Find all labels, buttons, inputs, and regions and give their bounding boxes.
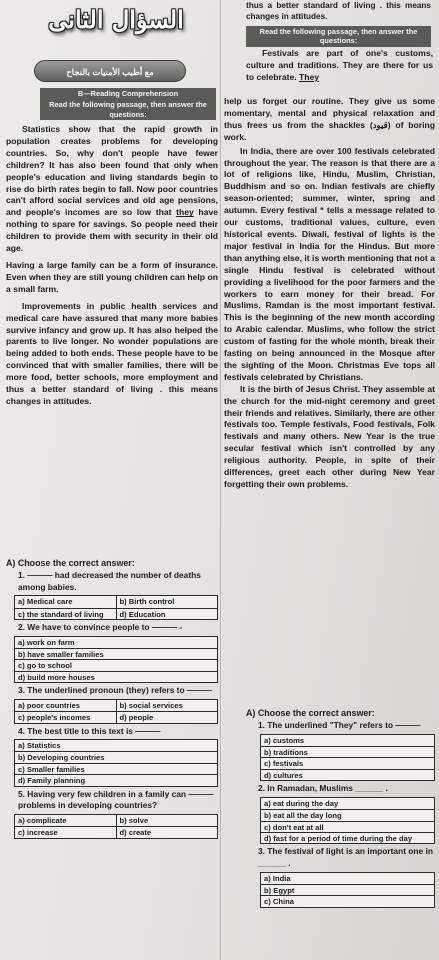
reading-heading: B—Reading Comprehension [40, 88, 216, 99]
underlined-they: they [176, 207, 194, 218]
answer-row [261, 746, 434, 757]
answer-option[interactable]: c) increase [18, 828, 58, 838]
answer-option[interactable]: a) Medical care [18, 597, 73, 607]
answer-option[interactable]: c) go to school [18, 661, 72, 671]
choose-heading-right: A) Choose the correct answer: [246, 708, 375, 718]
answer-options-box [14, 699, 218, 724]
answer-row [261, 821, 434, 832]
answer-row [15, 608, 217, 619]
answer-options-box [260, 872, 435, 908]
answer-row [15, 763, 217, 774]
answer-option[interactable]: a) complicate [18, 815, 67, 825]
para1-text: Statistics show that the rapid growth in population creates problems for developing countries. So, why don't people have fewer children? It has also been found that only when people's education and living standards begin to rise do birth rates begin to fall. Now poor countries can't afford social services and old age pensions, and people's incomes are so low that [6, 124, 218, 218]
answer-option[interactable]: c) don't eat at all [264, 822, 324, 832]
answer-row [15, 751, 217, 762]
answer-option[interactable]: b) eat all the day long [264, 811, 342, 821]
answer-row [15, 659, 217, 670]
answer-option[interactable]: b) traditions [264, 747, 308, 757]
answer-options-box [260, 797, 435, 845]
answer-option[interactable]: b) Egypt [264, 885, 295, 895]
answer-option[interactable]: a) India [264, 873, 291, 883]
passage-right-paragraph-3: It is the birth of Jesus Christ. They assemble at the church for the mid-night ceremony and greet their friends and relatives. Similarly, there are other festivals too. Temple festivals, Food festivals, Folk festivals and many others. New Year is the true secular festival which isn't controlled by any religious authority. People, in spite of their differences, greet each other during New Year forgetting their own problems. [224, 383, 435, 489]
reading-header-block [40, 88, 216, 120]
answer-row [15, 815, 217, 826]
passage-paragraph-1 [6, 124, 218, 255]
good-wishes-banner: مع أطيب الأمنيات بالنجاح [34, 60, 186, 82]
answer-row [261, 798, 434, 809]
answer-row [261, 832, 434, 843]
answer-options-box [14, 814, 218, 839]
answer-option[interactable]: c) people's incomes [18, 713, 91, 723]
continued-text: thus a better standard of living . this means changes in attitudes. [246, 1, 431, 22]
question-stem: 5. Having very few children in a family can ——— problems in developing countries? [18, 788, 214, 811]
questions-right [246, 708, 435, 908]
answer-option[interactable]: d) people [116, 712, 218, 722]
question-list-right [246, 720, 435, 908]
answer-option[interactable]: d) create [116, 827, 218, 837]
answer-option[interactable]: a) eat during the day [264, 798, 339, 808]
passage-paragraph-2: Having a large family can be a form of insurance. Even when they are still young children can help on a small farm. [6, 259, 218, 294]
answer-options-box [14, 739, 218, 787]
passage-paragraph-3: Improvements in public health services and medical care have assured that many more babies survive infancy and grow up. It has also helped the parents to live longer. No wonder populations are being added to both ends. These people have to be convinced that with smaller families, there will be more food, better schools, more employment and thus a better standard of living . this means changes in attitudes. [6, 300, 218, 406]
left-column [6, 0, 218, 960]
answer-option[interactable]: b) social services [116, 700, 218, 711]
answer-option[interactable]: a) Statistics [18, 741, 61, 751]
answer-option[interactable]: a) poor countries [18, 700, 81, 710]
answer-options-box [14, 595, 218, 620]
question-stem: 2. In Ramadan, Muslims ______ . [258, 783, 388, 794]
passage-left [6, 124, 218, 408]
question-stem: 4. The best title to this text is ——— [18, 725, 161, 736]
question-stem: 2. We have to convince people to ——— - [18, 621, 183, 632]
answer-row [15, 774, 217, 785]
answer-option[interactable]: d) build more houses [18, 672, 95, 682]
answer-option[interactable]: c) China [264, 897, 294, 907]
choose-heading-left: A) Choose the correct answer: [6, 558, 135, 568]
answer-row [261, 873, 434, 884]
answer-row [15, 711, 217, 722]
answer-row [15, 671, 217, 682]
answer-option[interactable]: b) solve [116, 815, 218, 826]
answer-options-box [260, 734, 435, 782]
para1-end-text: have nothing to spare for savings. So people need their children to provide them with security in their old age. [6, 207, 219, 254]
answer-option[interactable]: d) cultures [264, 770, 303, 780]
question-stem: 3. The festival of light is an important one in ______ . [258, 846, 433, 868]
answer-row [261, 769, 434, 780]
answer-row [15, 700, 217, 711]
answer-option[interactable]: a) customs [264, 735, 305, 745]
passage-intro [246, 48, 433, 84]
answer-option[interactable]: d) fast for a period of time during the day [264, 833, 413, 843]
answer-row [261, 757, 434, 768]
questions-left [6, 558, 218, 839]
answer-row [15, 596, 217, 607]
reading-instruction: Read the following passage, then answer the questions: [40, 99, 216, 120]
question-list-left [6, 570, 218, 839]
section-title-logo: السؤال الثانى [48, 5, 184, 34]
answer-option[interactable]: b) have smaller families [18, 649, 104, 659]
answer-row [261, 809, 434, 820]
answer-options-box [14, 636, 218, 684]
answer-option[interactable]: b) Birth control [116, 596, 218, 607]
answer-option[interactable]: d) Family planning [18, 776, 86, 786]
answer-row [261, 884, 434, 895]
underlined-They: They [299, 71, 320, 82]
answer-option[interactable]: d) Education [116, 609, 218, 619]
answer-option[interactable]: c) Smaller families [18, 764, 85, 774]
answer-option[interactable]: b) Developing countries [18, 753, 105, 763]
intro-text: Festivals are part of one's customs, culture and traditions. They are there for us to celebrate. [246, 48, 433, 82]
question-stem: 1. The underlined "They" refers to ——— [258, 720, 421, 730]
answer-row [15, 648, 217, 659]
answer-option[interactable]: c) festivals [264, 759, 304, 769]
answer-option[interactable]: a) work on farm [18, 637, 75, 647]
reading-instruction-right: Read the following passage, then answer the questions: [246, 26, 431, 47]
answer-option[interactable]: c) the standard of living [18, 609, 104, 619]
question-stem: 3. The underlined pronoun (they) refers to ——— [18, 685, 213, 696]
column-divider [220, 0, 221, 960]
passage-right [224, 96, 435, 491]
answer-row [261, 735, 434, 746]
passage-right-paragraph-2: In India, there are over 100 festivals celebrated throughout the year. The reason is that there are a lot of religions like, Hindu, Muslim, Christian, Buddhism and so on. Indian festivals are chiefly season-oriented; summer, winter, spring and autumn. Every festival * tells a message related to our customs, traditional values, culture, even historical events. Diwali, festival of lights is the major festival in India for the Hindus. But more than anything else, it is worth mentioning that not a single Hindu festival is celebrated without providing a livelihood for the poor farmers and the workers to earn money for their bread. For Muslims, Ramdan is the most important festival. This is the beginning of the new month according to Arabic calendar. Muslims, who follow the strict custom of fasting for the whole month, break their fasting on being announced in the Mosque after the sighting of the Moon. Christmas Eve tops all festivals celebrated by Christians. [224, 145, 435, 382]
answer-row [15, 740, 217, 751]
answer-row [261, 895, 434, 906]
question-stem: 1. ——— had decreased the number of deaths among babies. [18, 570, 201, 592]
answer-row [15, 637, 217, 648]
passage-right-paragraph-1: help us forget our routine. They give us some momentary, mental and physical relaxation and thus frees us from the shackles (قيود) of boring work. [224, 96, 436, 142]
right-column [224, 0, 435, 960]
answer-row [15, 826, 217, 837]
